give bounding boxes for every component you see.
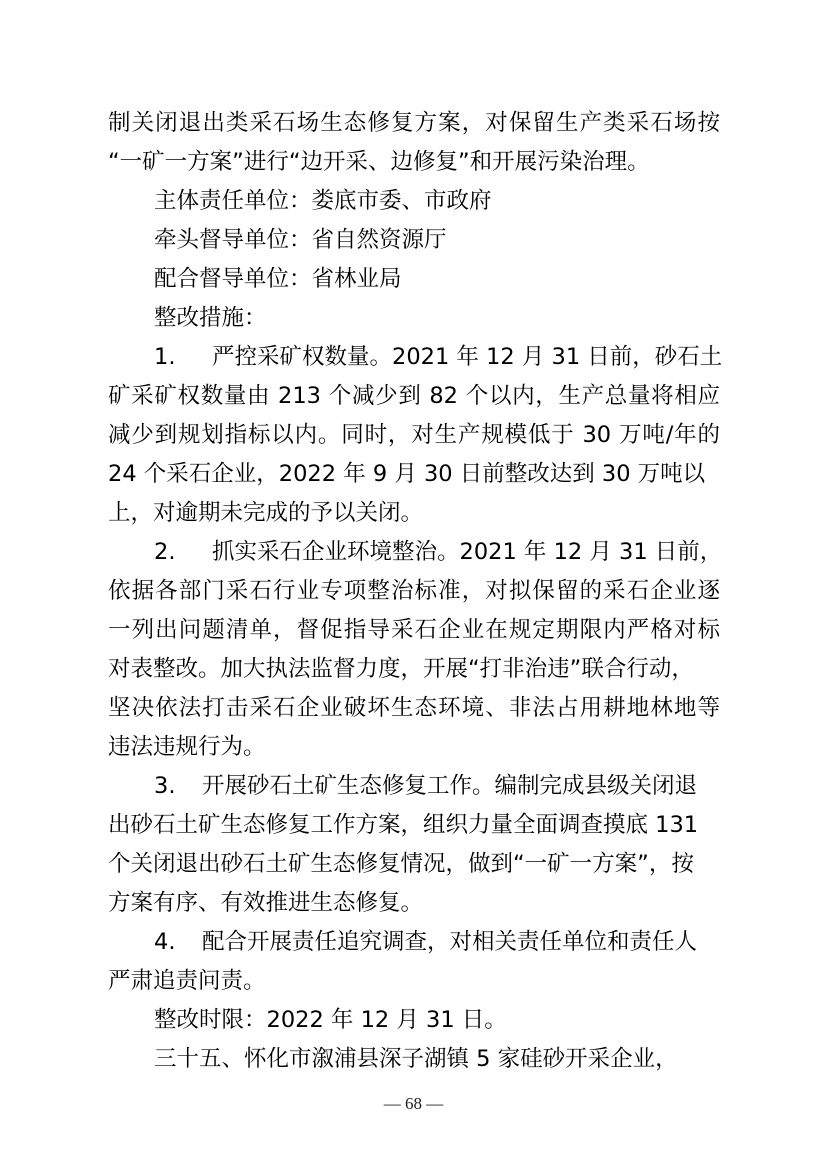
measures-heading: 整改措施： (154, 305, 267, 331)
text-line: 矿采矿权数量由 213 个减少到 82 个以内，生产总量将相应 (108, 383, 720, 409)
lead-supervision-unit: 牵头督导单位：省自然资源厅 (154, 227, 447, 253)
text-line: 减少到规划指标以内。同时，对生产规模低于 30 万吨/年的 (108, 422, 720, 448)
measure-2-line (108, 533, 723, 572)
text-line: 对表整改。加大执法监督力度，开展“打非治违”联合行动， (108, 656, 694, 682)
measure-4-line (108, 923, 720, 962)
text-line: 出砂石土矿生态修复工作方案，组织力量全面调查摸底 131 (108, 812, 699, 838)
deadline: 整改时限：2022 年 12 月 31 日。 (154, 1007, 507, 1033)
coop-supervision-unit: 配合督导单位：省林业局 (154, 266, 402, 292)
text-line: 上，对逾期未完成的予以关闭。 (108, 500, 424, 526)
next-item-heading: 三十五、怀化市溆浦县深子湖镇 5 家硅砂开采企业， (154, 1046, 678, 1072)
measure-number: 4. (154, 929, 176, 955)
text-line: 制关闭退出类采石场生态修复方案，对保留生产类采石场按 (108, 110, 720, 136)
text-line: 依据各部门采石行业专项整治标准，对拟保留的采石企业逐 (108, 578, 720, 604)
text-line: 方案有序、有效推进生态修复。 (108, 890, 424, 916)
text-line: 坚决依法打击采石企业破坏生态环境、非法占用耕地林地等 (108, 695, 720, 721)
text-line: 严肃追责问责。 (108, 968, 266, 994)
text-line: 一列出问题清单，督促指导采石企业在规定期限内严格对标 (108, 617, 720, 643)
document-body (108, 104, 723, 1079)
main-responsible-unit: 主体责任单位：娄底市委、市政府 (154, 188, 492, 214)
text-line: 24 个采石企业，2022 年 9 月 30 日前整改达到 30 万吨以 (108, 461, 706, 487)
text-line: 个关闭退出砂石土矿生态修复情况，做到“一矿一方案”，按 (108, 851, 694, 877)
measure-text: 严控采矿权数量。2021 年 12 月 31 日前，砂石土 (212, 344, 723, 370)
measure-number: 3. (154, 773, 176, 799)
measure-1-line (108, 338, 723, 377)
text-line: 违法违规行为。 (108, 734, 266, 760)
text-line: “一矿一方案”进行“边开采、边修复”和开展污染治理。 (108, 149, 650, 175)
page-number: — 68 — (383, 1094, 444, 1113)
measure-text: 配合开展责任追究调查，对相关责任单位和责任人 (202, 929, 698, 955)
measure-text: 抓实采石企业环境整治。2021 年 12 月 31 日前， (212, 539, 723, 565)
measure-3-line (108, 767, 720, 806)
measure-number: 1. (154, 344, 176, 370)
measure-text: 开展砂石土矿生态修复工作。编制完成县级关闭退 (202, 773, 698, 799)
measure-number: 2. (154, 539, 176, 565)
